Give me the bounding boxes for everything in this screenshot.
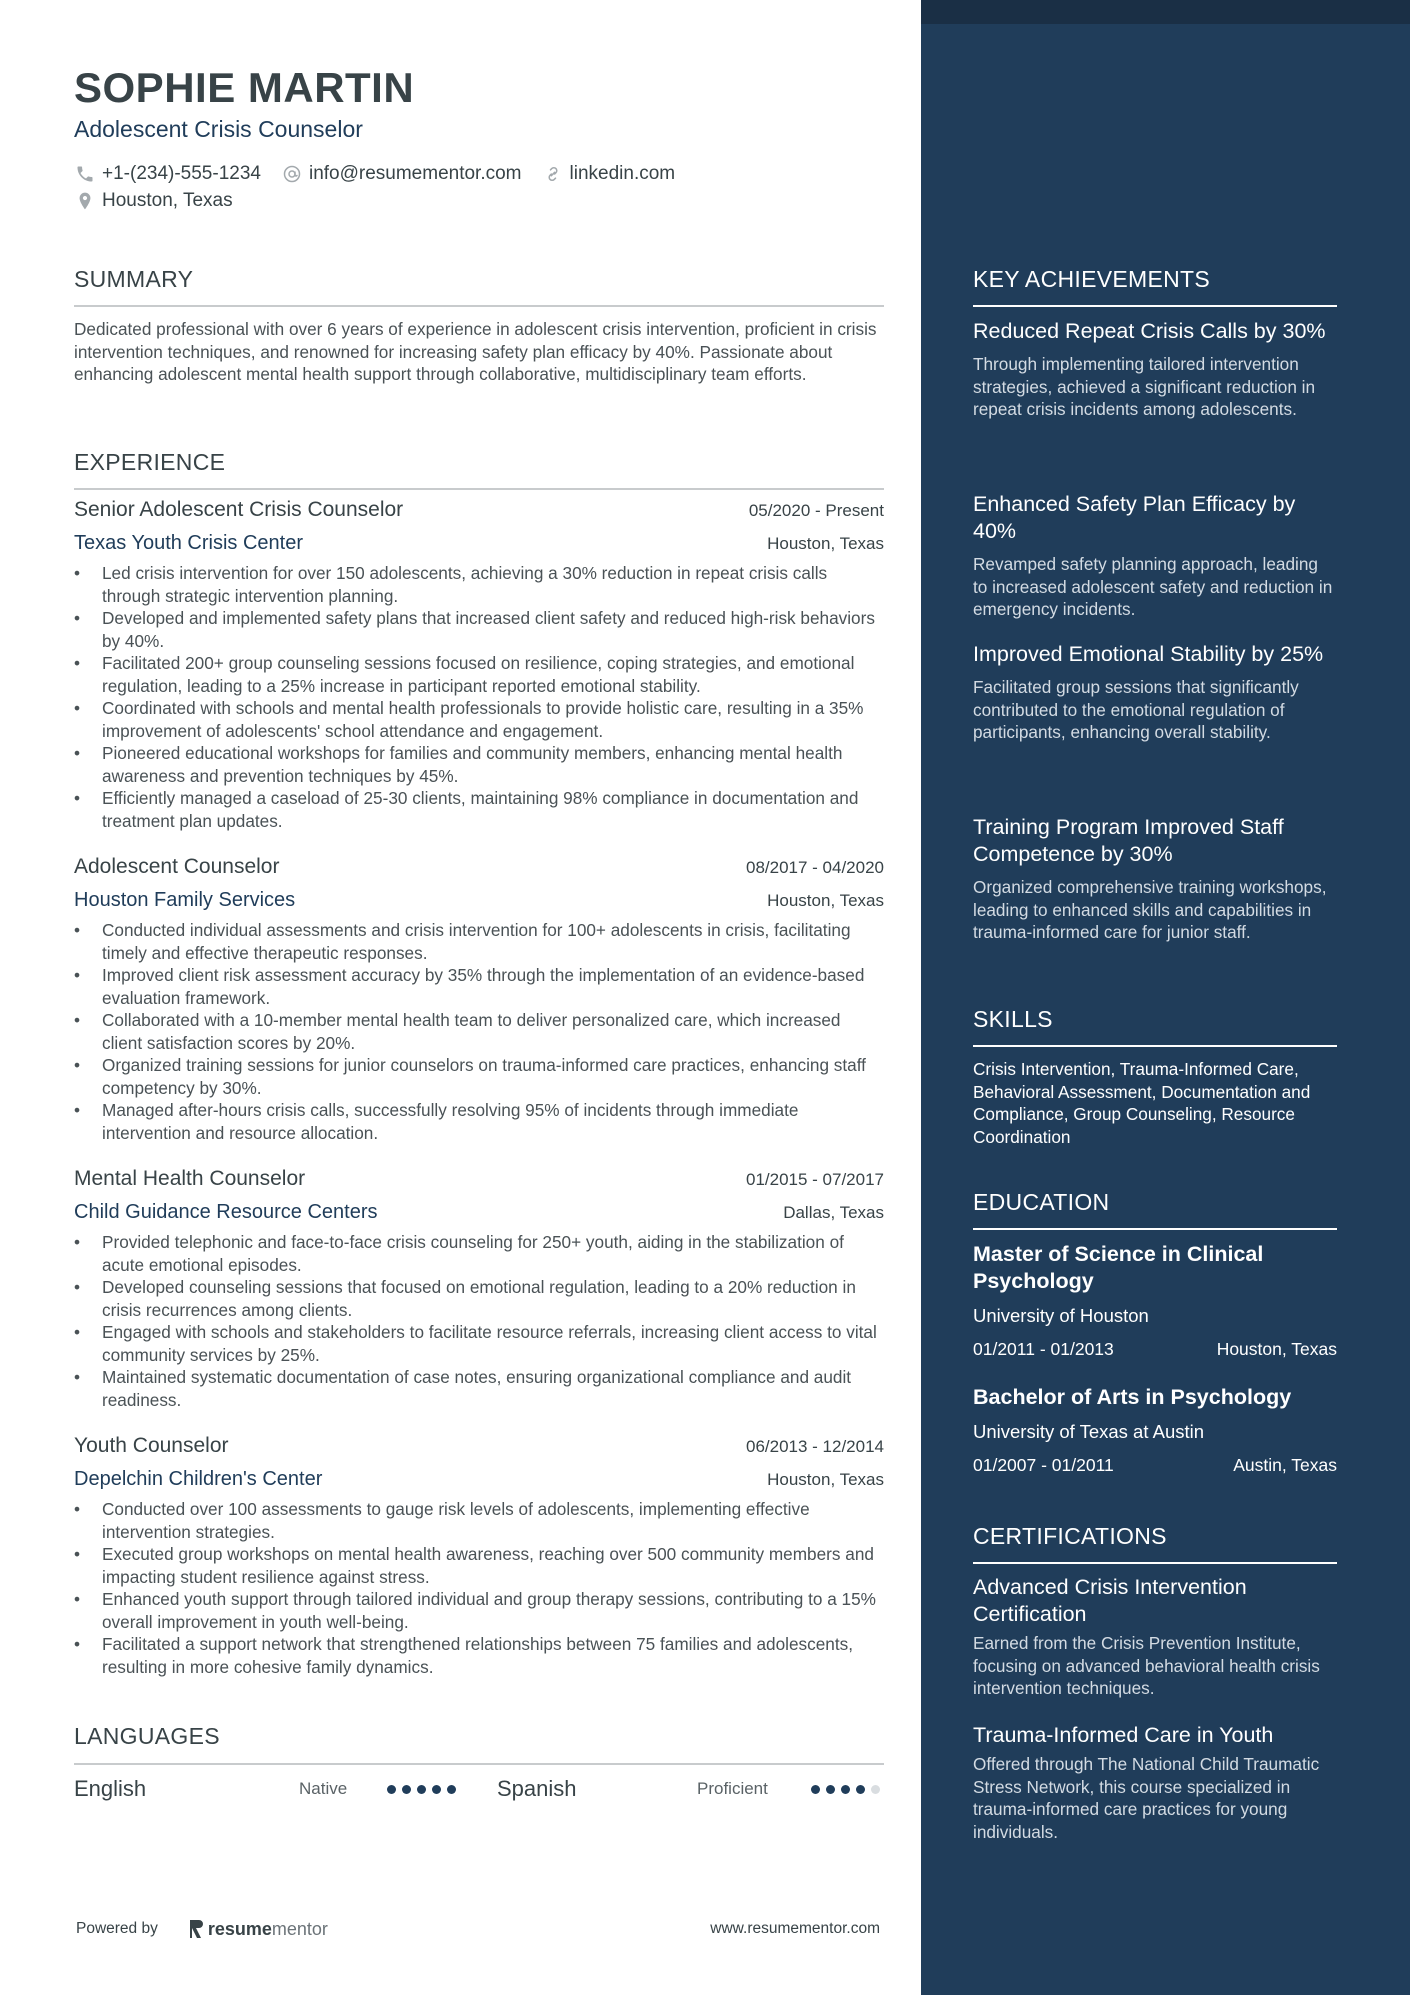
bullet-item: • Coordinated with schools and mental health professionals to provide holistic care, resulting in a 35% improvement of adolescents' school attendance and engagement. (74, 697, 884, 742)
footer (76, 1916, 880, 1942)
achievements-divider (973, 305, 1337, 307)
certification-title: Trauma-Informed Care in Youth (973, 1723, 1274, 1747)
rating-dot-filled (417, 1785, 426, 1794)
education-degree: Bachelor of Arts in Psychology (973, 1385, 1292, 1409)
bullet-item: • Facilitated a support network that strengthened relationships between 75 families and adolescents, resulting in more cohesive family dynamics. (74, 1633, 884, 1678)
bullet-item: • Maintained systematic documentation of case notes, ensuring organizational compliance and audit readiness. (74, 1366, 884, 1411)
job-dates: 01/2015 - 07/2017 (745, 1170, 884, 1189)
contact-email[interactable] (281, 163, 522, 185)
bullet-item: • Provided telephonic and face-to-face crisis counseling for 250+ youth, aiding in the stabilization of acute emotional episodes. (74, 1231, 884, 1276)
job-bullets (74, 1498, 884, 1678)
at-icon (281, 163, 303, 185)
skills-divider (973, 1045, 1337, 1047)
language-rating (811, 1774, 886, 1804)
job-role: Senior Adolescent Crisis Counselor (74, 498, 404, 521)
education-dates: 01/2007 - 01/2011 (973, 1455, 1114, 1475)
summary-divider (74, 305, 884, 307)
contact-linkedin[interactable] (542, 163, 676, 185)
job-location: Dallas, Texas (783, 1203, 884, 1222)
job-entry (74, 855, 884, 1144)
achievement-text: Through implementing tailored intervention strategies, achieved a significant reduction in repeat crisis incidents among adolescents. (973, 354, 1316, 419)
sidebar-top-band (921, 0, 1410, 24)
languages-heading: LANGUAGES (74, 1723, 220, 1749)
language-level-wrap (299, 1774, 347, 1804)
rating-dot-empty (871, 1785, 880, 1794)
bullet-item: • Facilitated 200+ group counseling sessions focused on resilience, coping strategies, and emotional regulation, leading to a 25% increase in participant reported emotional stability. (74, 652, 884, 697)
rating-dot-filled (387, 1785, 396, 1794)
achievement-title: Enhanced Safety Plan Efficacy by 40% (973, 492, 1296, 543)
achievement-text: Revamped safety planning approach, leading to increased adolescent safety and reduction in emergency incidents. (973, 554, 1333, 619)
rating-dots (811, 1785, 886, 1794)
contact-phone[interactable] (74, 163, 261, 185)
job-location: Houston, Texas (767, 534, 884, 553)
rating-dot-filled (811, 1785, 820, 1794)
job-bullets (74, 562, 884, 832)
rating-dot-filled (856, 1785, 865, 1794)
candidate-name: SOPHIE MARTIN (74, 64, 415, 111)
education-item (973, 1384, 1337, 1476)
rating-dot-filled (432, 1785, 441, 1794)
job-company: Depelchin Children's Center (74, 1468, 323, 1490)
rating-dots (387, 1785, 462, 1794)
job-dates: 05/2020 - Present (748, 501, 884, 520)
language-level: Proficient (697, 1779, 768, 1798)
phone-text: +1-(234)-555-1234 (102, 162, 261, 184)
brand-logo[interactable] (188, 1919, 328, 1940)
bullet-item: • Managed after-hours crisis calls, successfully resolving 95% of incidents through immediate intervention and resource allocation. (74, 1099, 884, 1144)
achievement-title: Improved Emotional Stability by 25% (973, 642, 1324, 666)
experience-heading: EXPERIENCE (74, 449, 226, 475)
rating-dot-filled (826, 1785, 835, 1794)
bullet-item: • Enhanced youth support through tailored individual and group therapy sessions, contributing to a 15% overall improvement in youth well-being. (74, 1588, 884, 1633)
powered-by-text: Powered by (76, 1920, 158, 1937)
job-dates: 06/2013 - 12/2014 (745, 1437, 884, 1456)
job-location: Houston, Texas (767, 1470, 884, 1489)
candidate-title: Adolescent Crisis Counselor (74, 116, 363, 142)
job-role: Mental Health Counselor (74, 1167, 306, 1190)
job-company: Houston Family Services (74, 889, 296, 911)
experience-divider (74, 488, 884, 490)
languages-divider (74, 1763, 884, 1765)
achievements-heading: KEY ACHIEVEMENTS (973, 266, 1211, 292)
bullet-item: • Conducted over 100 assessments to gauge risk levels of adolescents, implementing effective intervention strategies. (74, 1498, 884, 1543)
bullet-item: • Organized training sessions for junior counselors on trauma-informed care practices, enhancing staff competency by 30%. (74, 1054, 884, 1099)
contact-info (74, 160, 894, 214)
bullet-item: • Developed counseling sessions that focused on emotional regulation, leading to a 20% reduction in crisis recurrences among clients. (74, 1276, 884, 1321)
language-item (74, 1774, 146, 1804)
email-text: info@resumementor.com (308, 162, 522, 184)
language-level-wrap (697, 1774, 768, 1804)
education-heading: EDUCATION (973, 1189, 1110, 1215)
achievement-item (973, 318, 1337, 421)
summary-text: Dedicated professional with over 6 years of experience in adolescent crisis intervention, proficient in crisis intervention techniques, and renowned for increasing safety plan efficacy by 40%. Passionate about enhancing adolescent mental health support through collaborative, multidisciplinary team efforts. (74, 319, 877, 384)
job-location: Houston, Texas (767, 891, 884, 910)
language-name: English (74, 1776, 147, 1801)
education-location: Houston, Texas (1216, 1339, 1337, 1359)
education-location: Austin, Texas (1233, 1455, 1337, 1475)
bullet-item: • Collaborated with a 10-member mental health team to deliver personalized care, which increased client satisfaction scores by 20%. (74, 1009, 884, 1054)
job-company: Texas Youth Crisis Center (74, 532, 304, 554)
certification-item (973, 1722, 1337, 1843)
achievement-item (973, 491, 1337, 621)
job-dates: 08/2017 - 04/2020 (745, 858, 884, 877)
achievement-text: Facilitated group sessions that significantly contributed to the emotional regulation of participants, enhancing overall stability. (973, 677, 1299, 742)
rating-dot-filled (402, 1785, 411, 1794)
job-entry (74, 1434, 884, 1678)
education-item (973, 1241, 1337, 1360)
achievement-title: Training Program Improved Staff Competence by 30% (973, 815, 1284, 866)
language-rating (387, 1774, 462, 1804)
location-text: Houston, Texas (102, 189, 233, 211)
job-bullets (74, 919, 884, 1144)
link-icon (542, 163, 564, 185)
rating-dot-filled (841, 1785, 850, 1794)
language-level: Native (299, 1779, 348, 1798)
job-role: Adolescent Counselor (74, 855, 280, 878)
achievement-title: Reduced Repeat Crisis Calls by 30% (973, 319, 1326, 343)
certifications-divider (973, 1562, 1337, 1564)
skills-heading: SKILLS (973, 1006, 1053, 1032)
education-school: University of Houston (973, 1305, 1149, 1326)
bullet-item: • Conducted individual assessments and crisis intervention for 100+ adolescents in crisis, facilitating timely and effective therapeutic responses. (74, 919, 884, 964)
brand-mark-icon (188, 1919, 204, 1939)
education-divider (973, 1228, 1337, 1230)
summary-heading: SUMMARY (74, 266, 194, 292)
job-company: Child Guidance Resource Centers (74, 1201, 378, 1223)
contact-location (74, 190, 233, 212)
education-dates: 01/2011 - 01/2013 (973, 1339, 1114, 1359)
bullet-item: • Executed group workshops on mental health awareness, reaching over 500 community members and impacting student resilience against stress. (74, 1543, 884, 1588)
certifications-heading: CERTIFICATIONS (973, 1523, 1167, 1549)
language-name: Spanish (497, 1776, 577, 1801)
bullet-item: • Improved client risk assessment accuracy by 35% through the implementation of an evidence-based evaluation framework. (74, 964, 884, 1009)
bullet-item: • Led crisis intervention for over 150 adolescents, achieving a 30% reduction in repeat crisis calls through strategic intervention planning. (74, 562, 884, 607)
job-bullets (74, 1231, 884, 1411)
phone-icon (74, 163, 96, 185)
languages-list (74, 1774, 884, 1804)
job-role: Youth Counselor (74, 1434, 229, 1457)
job-entry (74, 498, 884, 832)
certification-text: Earned from the Crisis Prevention Institute, focusing on advanced behavioral health crisis intervention techniques. (973, 1633, 1320, 1698)
bullet-item: • Developed and implemented safety plans that increased client safety and reduced high-risk behaviors by 40%. (74, 607, 884, 652)
linkedin-text: linkedin.com (569, 162, 676, 184)
job-entry (74, 1167, 884, 1411)
brand-bold: resume (207, 1918, 272, 1939)
skills-block (973, 1058, 1337, 1148)
certification-title: Advanced Crisis Intervention Certification (973, 1575, 1247, 1626)
sidebar (921, 0, 1410, 1995)
education-school: University of Texas at Austin (973, 1421, 1205, 1442)
certification-text: Offered through The National Child Traumatic Stress Network, this course specialized in trauma-informed care practices for young individuals. (973, 1754, 1320, 1842)
certification-item (973, 1574, 1337, 1700)
bullet-item: • Engaged with schools and stakeholders to facilitate resource referrals, increasing client access to vital community services by 25%. (74, 1321, 884, 1366)
skills-text: Crisis Intervention, Trauma-Informed Care, Behavioral Assessment, Documentation and Compliance, Group Counseling, Resource Coordination (973, 1059, 1311, 1147)
language-item (497, 1774, 577, 1804)
achievement-item (973, 641, 1337, 744)
bullet-item: • Pioneered educational workshops for families and community members, enhancing mental health awareness and prevention techniques by 45%. (74, 742, 884, 787)
bullet-item: • Efficiently managed a caseload of 25-30 clients, maintaining 98% compliance in documentation and treatment plan updates. (74, 787, 884, 832)
achievement-text: Organized comprehensive training workshops, leading to enhanced skills and capabilities in trauma-informed care for junior staff. (973, 877, 1327, 942)
website-link[interactable]: www.resumementor.com (710, 1920, 880, 1937)
location-pin-icon (74, 190, 96, 212)
education-degree: Master of Science in Clinical Psychology (973, 1242, 1264, 1293)
achievement-item (973, 814, 1337, 944)
brand-light: mentor (271, 1918, 328, 1939)
rating-dot-filled (447, 1785, 456, 1794)
